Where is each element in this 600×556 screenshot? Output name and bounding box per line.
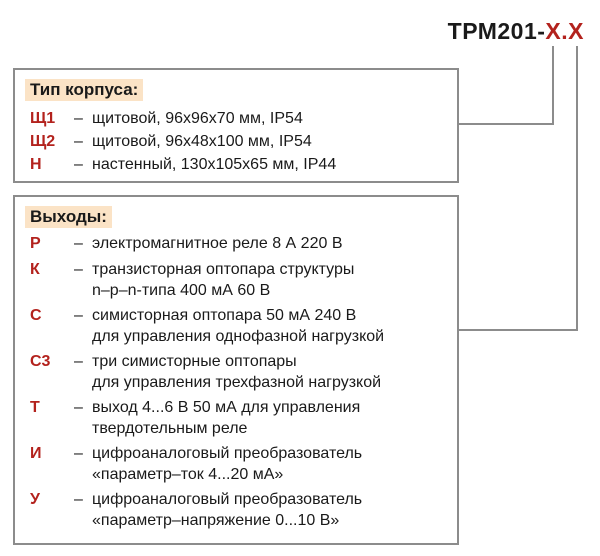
output-description-line2: «параметр–напряжение 0...10 В» (92, 512, 340, 529)
housing-code: Щ1 (30, 110, 56, 127)
housing-description: щитовой, 96х96х70 мм, IP54 (92, 110, 303, 127)
dash: – (74, 156, 83, 173)
output-description-line2: для управления однофазной нагрузкой (92, 328, 385, 345)
connector-housing (459, 46, 553, 124)
output-description-line2: для управления трехфазной нагрузкой (92, 374, 382, 391)
output-code: С (30, 307, 42, 324)
output-code: С3 (30, 353, 51, 370)
output-code: Т (30, 399, 40, 416)
model-output-code: Х (568, 18, 584, 44)
outputs-box (13, 195, 459, 545)
housing-type-box (13, 68, 459, 183)
model-dot: . (561, 18, 569, 44)
dash: – (74, 235, 83, 252)
output-description-line2: n–p–n-типа 400 мА 60 В (92, 282, 271, 299)
output-description: цифроаналоговый преобразователь (92, 445, 363, 462)
output-description-line2: твердотельным реле (92, 420, 248, 437)
output-description: электромагнитное реле 8 А 220 В (92, 235, 343, 252)
output-code: И (30, 445, 42, 462)
output-description: выход 4...6 В 50 мА для управления (92, 399, 361, 416)
dash: – (74, 399, 83, 416)
dash: – (74, 445, 83, 462)
output-description: цифроаналоговый преобразователь (92, 491, 363, 508)
output-description: три симисторные оптопары (92, 353, 297, 370)
housing-code: Щ2 (30, 133, 56, 150)
housing-description: настенный, 130х105х65 мм, IP44 (92, 156, 337, 173)
model-housing-code: Х (545, 18, 562, 44)
outputs-heading: Выходы: (25, 206, 112, 228)
housing-heading: Тип корпуса: (25, 79, 143, 101)
dash: – (74, 261, 83, 278)
dash: – (74, 133, 83, 150)
output-description: симисторная оптопара 50 мА 240 В (92, 307, 357, 324)
output-description: транзисторная оптопара структуры (92, 261, 355, 278)
dash: – (74, 491, 83, 508)
dash: – (74, 110, 83, 127)
housing-description: щитовой, 96х48х100 мм, IP54 (92, 133, 312, 150)
model-code (448, 18, 584, 45)
output-description-line2: «параметр–ток 4...20 мА» (92, 466, 284, 483)
output-code: Р (30, 235, 41, 252)
output-code: У (30, 491, 40, 508)
housing-code: Н (30, 156, 42, 173)
dash: – (74, 353, 83, 370)
output-code: К (30, 261, 40, 278)
connector-outputs (459, 46, 577, 330)
model-base: ТРМ201- (447, 18, 546, 44)
dash: – (74, 307, 83, 324)
